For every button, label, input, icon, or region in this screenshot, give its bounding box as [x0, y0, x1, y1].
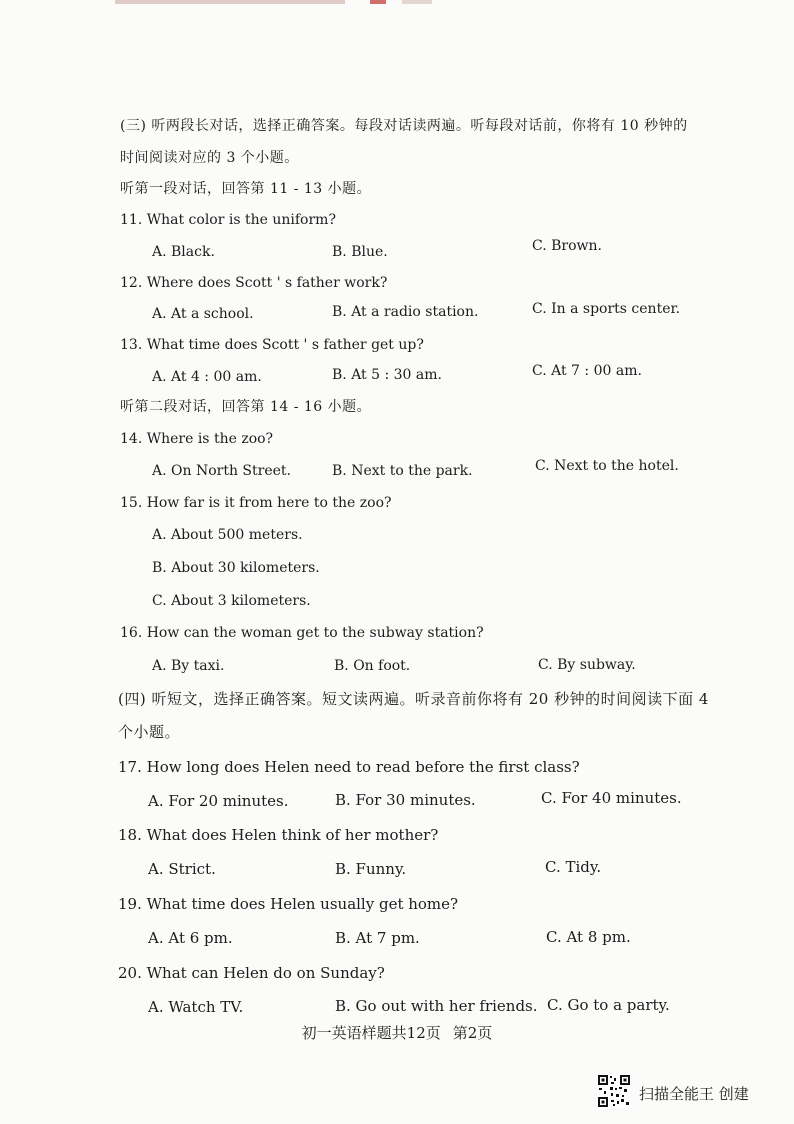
section4-instructions-line1: (四) 听短文，选择正确答案。短文读两遍。听录音前你将有 20 秒钟的时间阅读下面 4 [118, 690, 709, 708]
q13-option-a: A. At 4 : 00 am. [152, 369, 262, 385]
section4-instructions-line2: 个小题。 [118, 723, 181, 741]
footer-title: 初一英语样题共12页 [301, 1024, 441, 1042]
footer-page-number: 第2页 [452, 1024, 493, 1042]
question-17: 17. How long does Helen need to read before the first class? [118, 758, 580, 776]
q14-option-b: B. Next to the park. [332, 463, 473, 479]
q19-option-c: C. At 8 pm. [546, 928, 631, 946]
question-14: 14. Where is the zoo? [120, 431, 274, 447]
q11-option-a: A. Black. [152, 244, 215, 260]
q13-option-b: B. At 5 : 30 am. [332, 367, 442, 383]
scan-edge-mark [370, 0, 386, 4]
q12-option-c: C. In a sports center. [532, 301, 681, 317]
q16-option-c: C. By subway. [538, 657, 636, 673]
q18-option-b: B. Funny. [335, 860, 407, 878]
question-19: 19. What time does Helen usually get home? [118, 895, 459, 913]
question-16: 16. How can the woman get to the subway station? [120, 625, 484, 641]
q17-option-c: C. For 40 minutes. [541, 789, 682, 807]
q20-option-a: A. Watch TV. [148, 998, 244, 1016]
section3-instructions-line1: (三) 听两段长对话，选择正确答案。每段对话读两遍。听每段对话前，你将有 10 秒钟的 [120, 118, 688, 134]
dialogue2-instruction: 听第二段对话，回答第 14 - 16 小题。 [120, 399, 372, 415]
q12-option-b: B. At a radio station. [332, 304, 479, 320]
scan-edge-mark [402, 0, 432, 4]
q18-option-a: A. Strict. [148, 860, 216, 878]
q14-option-c: C. Next to the hotel. [535, 458, 679, 474]
scanner-watermark: 扫描全能王 创建 [639, 1085, 749, 1103]
q20-option-b: B. Go out with her friends. [335, 997, 538, 1015]
q11-option-b: B. Blue. [332, 244, 388, 260]
q15-option-b: B. About 30 kilometers. [152, 560, 320, 576]
q16-option-b: B. On foot. [334, 658, 411, 674]
section3-instructions-line2: 时间阅读对应的 3 个小题。 [120, 150, 299, 166]
q19-option-b: B. At 7 pm. [335, 929, 420, 947]
q11-option-c: C. Brown. [532, 238, 602, 254]
q14-option-a: A. On North Street. [152, 463, 291, 479]
qr-code-icon [597, 1074, 631, 1108]
q20-option-c: C. Go to a party. [547, 996, 670, 1014]
page-footer [0, 1022, 794, 1043]
q15-option-a: A. About 500 meters. [152, 527, 303, 543]
q19-option-a: A. At 6 pm. [148, 929, 233, 947]
q16-option-a: A. By taxi. [152, 658, 225, 674]
q17-option-b: B. For 30 minutes. [335, 791, 476, 809]
dialogue1-instruction: 听第一段对话，回答第 11 - 13 小题。 [120, 181, 372, 197]
q13-option-c: C. At 7 : 00 am. [532, 363, 642, 379]
scan-edge-mark [115, 0, 345, 4]
question-11: 11. What color is the uniform? [120, 212, 336, 228]
question-20: 20. What can Helen do on Sunday? [118, 964, 385, 982]
question-15: 15. How far is it from here to the zoo? [120, 495, 392, 511]
question-12: 12. Where does Scott ' s father work? [120, 275, 388, 291]
q18-option-c: C. Tidy. [545, 858, 602, 876]
question-13: 13. What time does Scott ' s father get up? [120, 337, 424, 353]
q15-option-c: C. About 3 kilometers. [152, 593, 311, 609]
question-18: 18. What does Helen think of her mother? [118, 826, 439, 844]
q12-option-a: A. At a school. [152, 306, 254, 322]
q17-option-a: A. For 20 minutes. [148, 792, 289, 810]
